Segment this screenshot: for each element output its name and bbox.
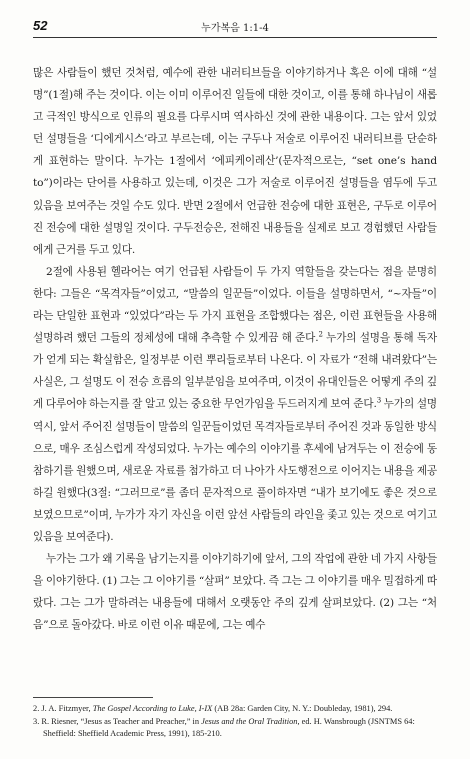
footnote-2	[33, 703, 437, 716]
page-number: 52	[33, 18, 48, 33]
footnote-2-number: 2.	[33, 704, 40, 713]
header-rule	[33, 37, 437, 38]
footnote-2-title: The Gospel According to Luke, I-IX	[92, 704, 213, 713]
footnotes	[33, 703, 437, 741]
footnote-3-number: 3.	[33, 716, 40, 726]
paragraph-2	[33, 261, 437, 548]
page-header	[33, 18, 437, 36]
paragraph-1: 많은 사람들이 했던 것처럼, 예수에 관한 내러티브들을 이야기하거나 혹은 이에 대해 “설명”(1절)해 주는 것이다. 이는 이미 이루어진 일들에 대한 것이고, 이를 통해 하나님이 새롭고 극적인 방식으로 인류의 필요를 다루시며 역사하신 것에 관한 내용이다. 그는 앞서 있었던 설명들을 ‘디에게시스’라고 부르는데, 이는 구두나 저술로 이루어진 내러티브를 단순하게 표현하는 말이다. 누가는 1절에서 ‘에피케이레산’(문자적으로는, “set one’s hand to”)이라는 단어를 사용하고 있는데, 이것은 그가 저술로 이루어진 설명들을 염두에 두고 있음을 보여주는 것일 수도 있다. 반면 2절에서 언급한 전승에 대한 표현은, 구두로 이루어진 전승에 대한 설명일 것이다. 구두전승은, 전해진 내용들을 실제로 보고 경험했던 사람들에게 근거를 두고 있다.	[33, 67, 437, 256]
running-head: 누가복음 1:1-4	[201, 23, 269, 34]
footnote-ref-2: 2	[318, 330, 323, 339]
footnote-3-title: Jesus and the Oral Tradition	[201, 716, 298, 726]
paragraph-3: 누가는 그가 왜 기록을 남기는지를 이야기하기에 앞서, 그의 작업에 관한 네 가지 사항들을 이야기한다. (1) 그는 그 이야기를 “살펴” 보았다. 즉 그는 그 이야기를 매우 밀접하게 따랐다. 그는 그가 말하려는 내용들에 대해서 오랫동안 주의 깊게 살펴보았다. (2) 그는 “처음”으로 돌아갔다. 바로 이런 이유 때문에, 그는 예수	[33, 553, 437, 632]
body-text	[33, 62, 437, 636]
footnote-3-author: R. Riesner, “Jesus as Teacher and Preacher,” in	[39, 716, 202, 726]
paragraph-2-part-b: 누가의 설명을 통해 독자가 얻게 되는 확실함은, 일정부분 이런 뿌리들로부터 나온다. 이 자료가 “전해 내려왔다”는 사실은, 그 설명도 이 전승 흐름의 일부분임을 보여주며, 이것이 유대인들은 어떻게 주의 깊게 다루어야 하는지를 잘 알고 있는 중요한 무언가임을 두드러지게 보여 준다.	[33, 332, 437, 411]
footnote-3-publication: , ed. H. Wansbrough (JSNTMS 64: Sheffield: Sheffield Academic Press, 1991), 185-210.	[43, 716, 415, 738]
paragraph-2-part-c: 누가의 설명 역시, 앞서 주어진 설명들이 말씀의 일꾼들이었던 목격자들로부터 주어진 것과 동일한 방식으로, 매우 조심스럽게 작성되었다. 누가는 예수의 이야기를 후세에 남겨두는 이 전승에 동참하기를 원했으며, 새로운 자료를 첨가하고 더 나아가 사도행전으로 이어지는 내용을 제공하길 원했다(3절: “그러므로”를 좀더 문자적으로 풀이하자면 “내가 보기에도 좋은 것으로 보였으므로”이며, 누가가 자기 자신을 이런 앞선 사람들의 라인을 좇고 있는 것으로 여기고 있음을 보여준다).	[33, 398, 437, 543]
footnote-ref-3: 3	[376, 396, 381, 405]
footnote-rule	[33, 697, 153, 698]
footnote-2-publication: (AB 28a: Garden City, N. Y.: Doubleday, 1981), 294.	[212, 704, 393, 713]
footnote-3	[33, 716, 437, 741]
paragraph-2-part-a: 2절에 사용된 헬라어는 여기 언급된 사람들이 두 가지 역할들을 갖는다는 점을 분명히 한다: 그들은 “목격자들”이었고, “말씀의 일꾼들”이었다. 이들을 설명하면서, “~자들”이라는 단일한 표현과 “있었다”라는 두 가지 표현을 조합했다는 점은, 이런 표현들을 사용해 설명하려 했던 그들의 정체성에 대해 추측할 수 있게끔 해 준다.	[33, 265, 437, 345]
footnote-2-author: J. A. Fitzmyer,	[39, 704, 93, 713]
